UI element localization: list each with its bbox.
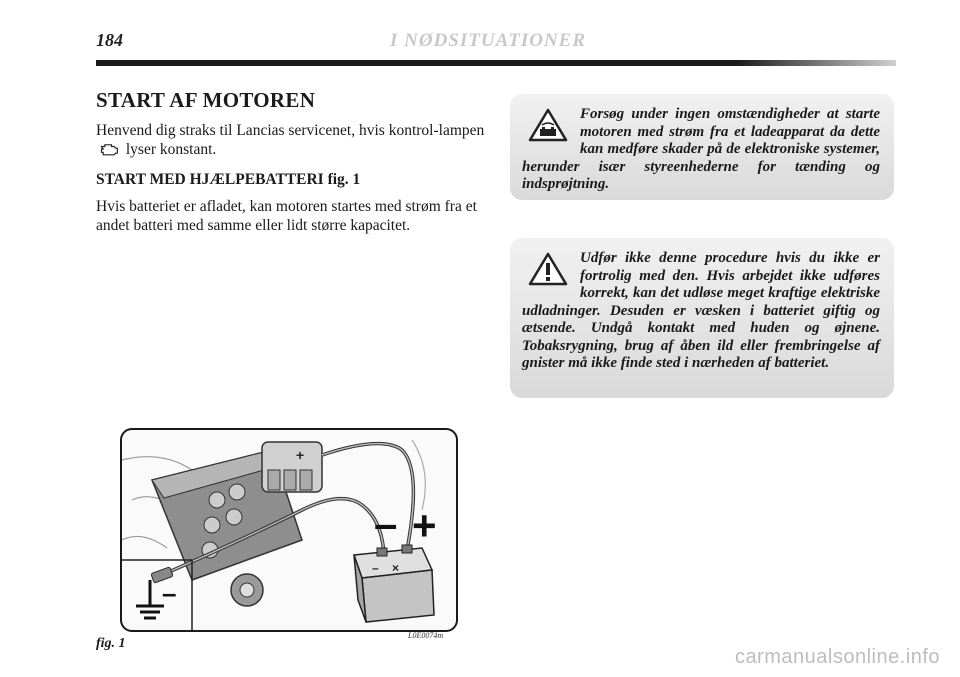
aux-minus-mark: – [372,561,379,575]
header-rule [96,60,896,66]
figure-caption: fig. 1 [96,636,126,651]
warning-text-procedure: Udfør ikke denne procedure hvis du ikke er fortrolig med den. Hvis arbejdet ikke udføres korrekt, kan det udløse meget kraftige elektriske udladninger. Desuden er væsken i batteriet giftig og ætsende. Undgå kontakt med huden og øjnene. Tobaksrygning, brug af åben ild eller frembringelse af gnister må ikke finde sted i nærheden af batteriet. [522,250,880,371]
terminal-plus-mark: + [296,447,305,463]
jump-start-paragraph: Hvis batteriet er afladet, kan motoren startes med strøm fra et andet batteri med samme eller lidt større kapacitet. [96,198,477,234]
vehicle-positive-terminal [262,442,322,492]
positive-jumper-cable [322,444,413,550]
big-minus-label: – [374,500,398,547]
warning-triangle-icon [528,252,568,286]
chapter-title: I NØDSITUATIONER [390,30,587,51]
ground-minus-label: – [162,578,177,608]
warning-box-charger [510,94,894,200]
page-number: 184 [96,30,123,50]
left-column [96,88,488,247]
engine-warning-lamp-icon [99,141,119,157]
jump-start-illustration [122,430,456,630]
aux-x-mark: × [392,561,400,575]
intro-text-part2: lyser konstant. [125,141,217,158]
warning-box-procedure [510,238,894,398]
big-plus-label: + [412,502,437,549]
figure-code: L0E0074m [408,631,444,640]
ground-symbol [136,580,164,618]
figure-jump-start-diagram [120,428,458,632]
watermark: carmanualsonline.info [734,646,940,668]
auxiliary-battery [354,545,434,622]
section-title: START AF MOTOREN [96,88,316,112]
subheading-jump-start: START MED HJÆLPEBATTERI fig. 1 [96,171,361,188]
intro-paragraph [96,121,488,159]
warning-text-charger: Forsøg under ingen omstændigheder at starte motoren med strøm fra et ladeapparat da dette kan medføre skader på de elektroniske systemer, herunder især styreenhederne for tænding og indsprøjtning. [522,106,880,192]
battery-charger-warning-icon [528,108,568,142]
intro-text-part1: Henvend dig straks til Lancias servicenet, hvis kontrol-lampen [96,122,485,139]
